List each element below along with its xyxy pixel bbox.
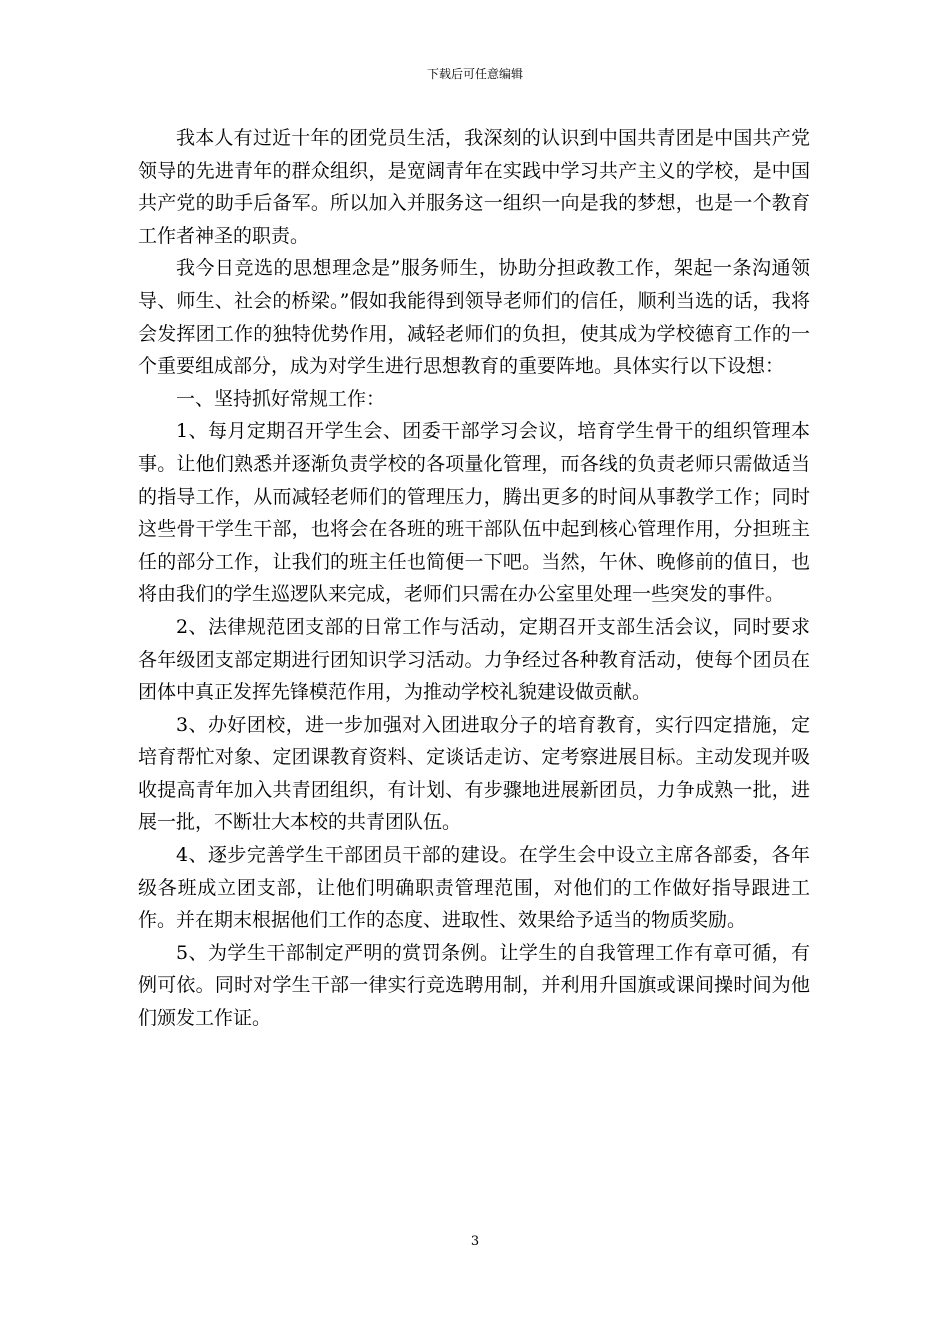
paragraph-item-5: 5、为学生干部制定严明的赏罚条例。让学生的自我管理工作有章可循，有例可依。同时对学生干部一律实行竞选聘用制，并利用升国旗或课间操时间为他们颁发工作证。 xyxy=(138,941,810,1030)
paragraph-philosophy: 我今日竞选的思想理念是”服务师生，协助分担政教工作，架起一条沟通领导、师生、社会的桥梁。”假如我能得到领导老师们的信任，顺利当选的话，我将会发挥团工作的独特优势作用，减轻老师们的负担，使其成为学校德育工作的一个重要组成部分，成为对学生进行思想教育的重要阵地。具体实行以下设想： xyxy=(138,257,810,378)
paragraph-item-4: 4、逐步完善学生干部团员干部的建设。在学生会中设立主席各部委，各年级各班成立团支部，让他们明确职责管理范围，对他们的工作做好指导跟进工作。并在期末根据他们工作的态度、进取性、效果给予适当的物质奖励。 xyxy=(138,844,810,932)
paragraph-intro: 我本人有过近十年的团党员生活，我深刻的认识到中国共青团是中国共产党领导的先进青年的群众组织，是宽阔青年在实践中学习共产主义的学校，是中国共产党的助手后备军。所以加入并服务这一组织一向是我的梦想，也是一个教育工作者神圣的职责。 xyxy=(138,127,810,247)
paragraph-item-3: 3、办好团校，进一步加强对入团进取分子的培育教育，实行四定措施，定培育帮忙对象、定团课教育资料、定谈话走访、定考察进展目标。主动发现并吸收提高青年加入共青团组织，有计划、有步骤地进展新团员，力争成熟一批，进展一批，不断壮大本校的共青团队伍。 xyxy=(138,713,810,834)
paragraph-item-2: 2、法律规范团支部的日常工作与活动，定期召开支部生活会议，同时要求各年级团支部定期进行团知识学习活动。力争经过各种教育活动，使每个团员在团体中真正发挥先锋模范作用，为推动学校礼貌建设做贡献。 xyxy=(138,615,810,704)
header-note: 下载后可任意编辑 xyxy=(426,67,523,81)
page-number: 3 xyxy=(470,1234,480,1249)
paragraph-item-1: 1、每月定期召开学生会、团委干部学习会议，培育学生骨干的组织管理本事。让他们熟悉并逐渐负责学校的各项量化管理，而各线的负责老师只需做适当的指导工作，从而减轻老师们的管理压力，腾出更多的时间从事教学工作；同时这些骨干学生干部，也将会在各班的班干部队伍中起到核心管理作用，分担班主任的部分工作，让我们的班主任也简便一下吧。当然，午休、晚修前的值日，也将由我们的学生巡逻队来完成，老师们只需在办公室里处理一些突发的事件。 xyxy=(138,420,810,606)
body-text xyxy=(138,122,810,1035)
section-heading: 一、坚持抓好常规工作： xyxy=(176,387,386,410)
